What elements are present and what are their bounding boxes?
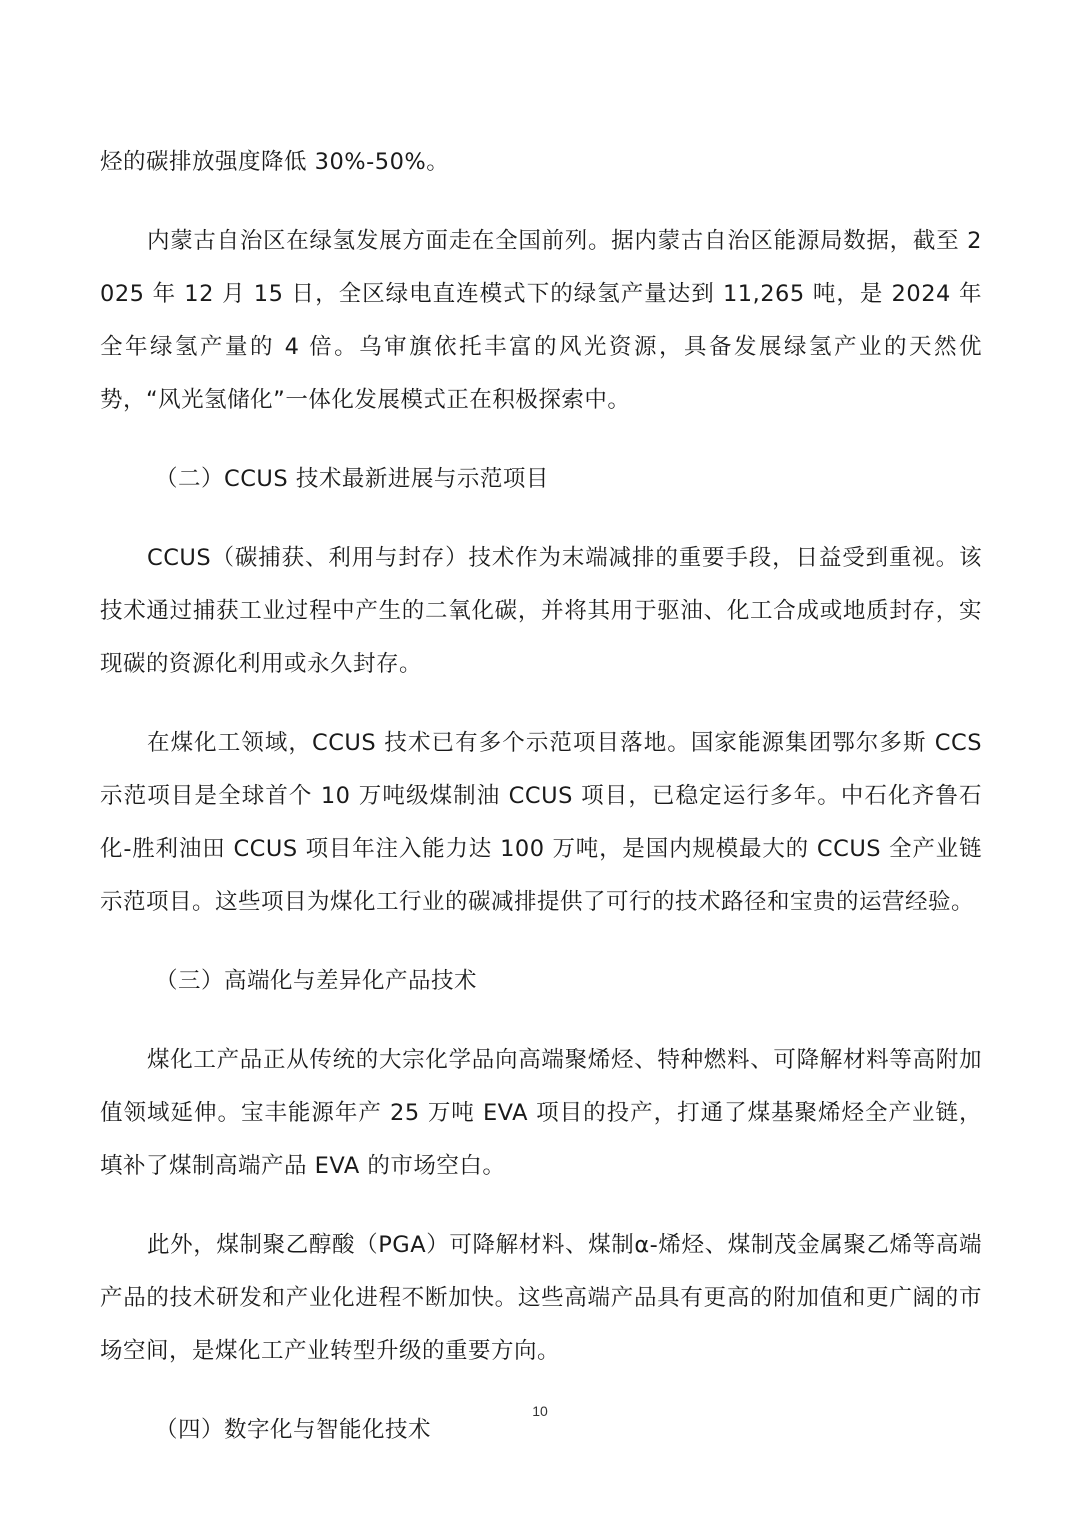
section-heading-high-end-products: （三）高端化与差异化产品技术 <box>155 968 478 994</box>
paragraph-ccus-demo-projects: 在煤化工领域，CCUS 技术已有多个示范项目落地。国家能源集团鄂尔多斯 CCS 示范项目是全球首个 10 万吨级煤制油 CCUS 项目，已稳定运行多年。中石化齐鲁石化-胜利油田 CCUS 项目年注入能力达 100 万吨，是国内规模最大的 CCUS 全产业链示范项目。这些项目为煤化工行业的碳减排提供了可行的技术路径和宝贵的运营经验。 <box>100 730 982 915</box>
paragraph-high-end-products: 煤化工产品正从传统的大宗化学品向高端聚烯烃、特种燃料、可降解材料等高附加值领域延伸。宝丰能源年产 25 万吨 EVA 项目的投产，打通了煤基聚烯烃全产业链，填补了煤制高端产品 EVA 的市场空白。 <box>100 1047 982 1179</box>
page-body <box>100 136 982 1457</box>
section-heading-digitalization: （四）数字化与智能化技术 <box>155 1417 432 1443</box>
section-heading-ccus: （二）CCUS 技术最新进展与示范项目 <box>155 466 549 492</box>
paragraph-inner-mongolia-green-hydrogen: 内蒙古自治区在绿氢发展方面走在全国前列。据内蒙古自治区能源局数据，截至 2025 年 12 月 15 日，全区绿电直连模式下的绿氢产量达到 11,265 吨，是 2024 年全年绿氢产量的 4 倍。乌审旗依托丰富的风光资源，具备发展绿氢产业的天然优势，“风光氢储化”一体化发展模式正在积极探索中。 <box>100 228 982 413</box>
paragraph-carbon-intensity: 烃的碳排放强度降低 30%-50%。 <box>100 149 450 175</box>
page-number: 10 <box>532 1403 548 1419</box>
paragraph-ccus-overview: CCUS（碳捕获、利用与封存）技术作为末端减排的重要手段，日益受到重视。该技术通过捕获工业过程中产生的二氧化碳，并将其用于驱油、化工合成或地质封存，实现碳的资源化利用或永久封存。 <box>100 545 982 677</box>
paragraph-pga-materials: 此外，煤制聚乙醇酸（PGA）可降解材料、煤制α-烯烃、煤制茂金属聚乙烯等高端产品的技术研发和产业化进程不断加快。这些高端产品具有更高的附加值和更广阔的市场空间，是煤化工产业转型升级的重要方向。 <box>100 1232 982 1364</box>
